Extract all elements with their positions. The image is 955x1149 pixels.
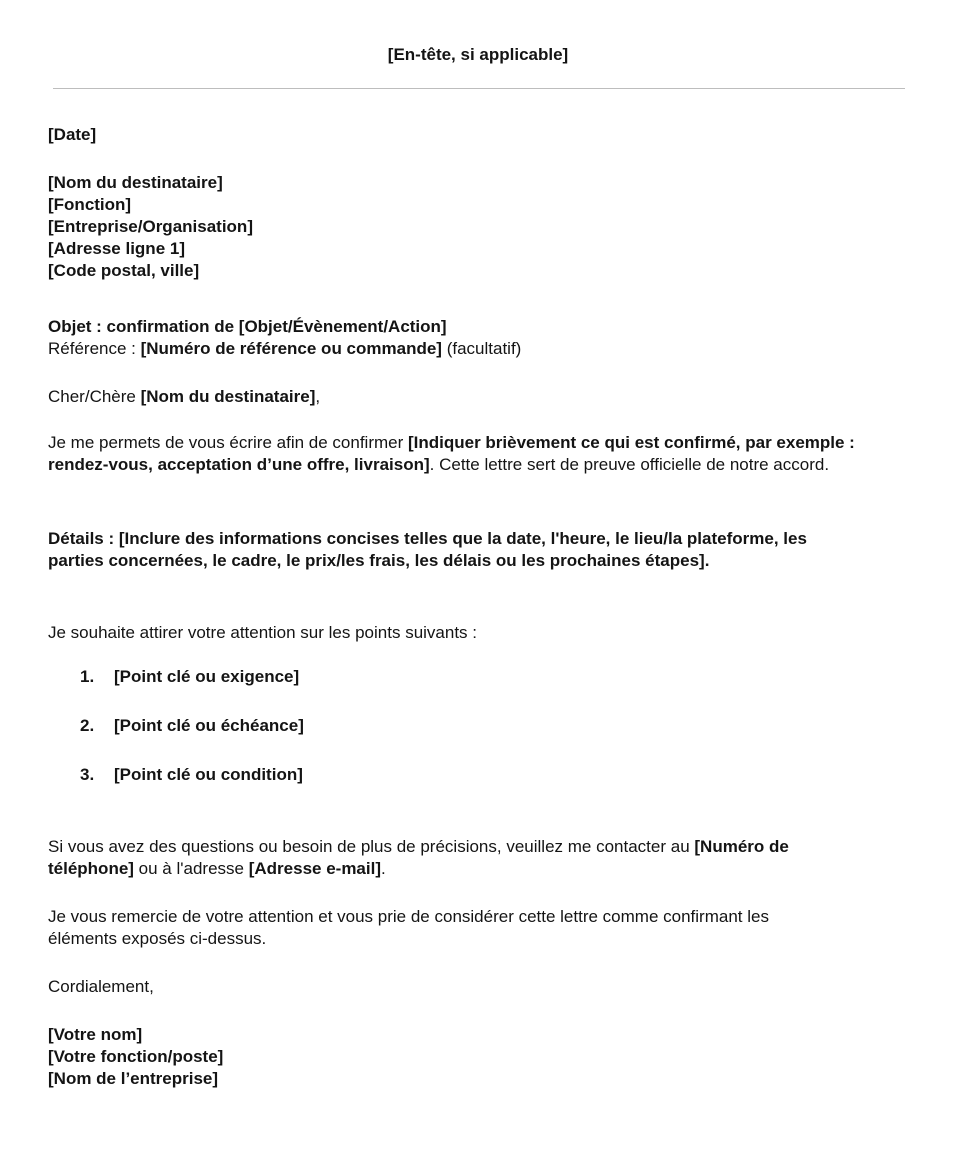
contact-start: Si vous avez des questions ou besoin de plus de précisions, veuillez me contacter au [48, 837, 695, 856]
recipient-city: [Code postal, ville] [48, 261, 200, 280]
recipient-company: [Entreprise/Organisation] [48, 217, 253, 236]
salutation-prefix: Cher/Chère [48, 387, 141, 406]
contact-paragraph [48, 836, 868, 880]
letter-header: [En-tête, si applicable] [387, 45, 569, 64]
intro-paragraph [48, 432, 868, 476]
list-item [80, 716, 304, 736]
closing-paragraph: Je vous remercie de votre attention et vous prie de considérer cette lettre comme confirmant les éléments exposés ci-dessus. [48, 907, 769, 948]
salutation-suffix: , [315, 387, 321, 406]
contact-email: [Adresse e-mail] [248, 859, 381, 878]
reference-line [48, 338, 888, 360]
contact-end: . [381, 859, 386, 878]
reference-value: [Numéro de référence ou commande] [140, 339, 442, 358]
contact-middle: ou à l'adresse [133, 859, 249, 878]
list-item [80, 765, 303, 785]
list-item-text: [Point clé ou échéance] [114, 716, 304, 735]
reference-suffix: (facultatif) [441, 339, 522, 358]
list-item-number: 2. [80, 716, 95, 735]
recipient-address: [Adresse ligne 1] [48, 239, 185, 258]
header-divider [53, 88, 905, 89]
intro-bold: [Indiquer brièvement ce qui est confirmé, par exemple : rendez-vous, acceptation d’une offre, livraison] [48, 433, 855, 474]
closing-line: Cordialement, [48, 977, 154, 996]
salutation [48, 386, 888, 408]
intro-end: . Cette lettre sert de preuve officielle de notre accord. [429, 455, 830, 474]
signature-block [48, 1024, 888, 1090]
recipient-block [48, 172, 888, 282]
contact-phone: [Numéro de téléphone] [48, 837, 789, 878]
recipient-name: [Nom du destinataire] [48, 173, 223, 192]
letter-date: [Date] [48, 125, 97, 144]
list-item-text: [Point clé ou condition] [114, 765, 303, 784]
subject-line: Objet : confirmation de [Objet/Évènement/Action] [48, 317, 447, 336]
list-item [80, 667, 299, 687]
intro-start: Je me permets de vous écrire afin de confirmer [48, 433, 408, 452]
points-intro: Je souhaite attirer votre attention sur les points suivants : [48, 623, 478, 642]
recipient-function: [Fonction] [48, 195, 132, 214]
reference-label: Référence : [48, 339, 141, 358]
signature-position: [Votre fonction/poste] [48, 1047, 224, 1066]
salutation-name: [Nom du destinataire] [140, 387, 316, 406]
list-item-number: 1. [80, 667, 95, 686]
list-item-text: [Point clé ou exigence] [114, 667, 300, 686]
signature-company: [Nom de l’entreprise] [48, 1069, 219, 1088]
list-item-number: 3. [80, 765, 95, 784]
details-paragraph: Détails : [Inclure des informations concises telles que la date, l'heure, le lieu/la plateforme, les parties concernées, le cadre, le prix/les frais, les délais ou les prochaines étapes]. [48, 529, 807, 570]
signature-name: [Votre nom] [48, 1025, 143, 1044]
subject-block [48, 316, 888, 360]
